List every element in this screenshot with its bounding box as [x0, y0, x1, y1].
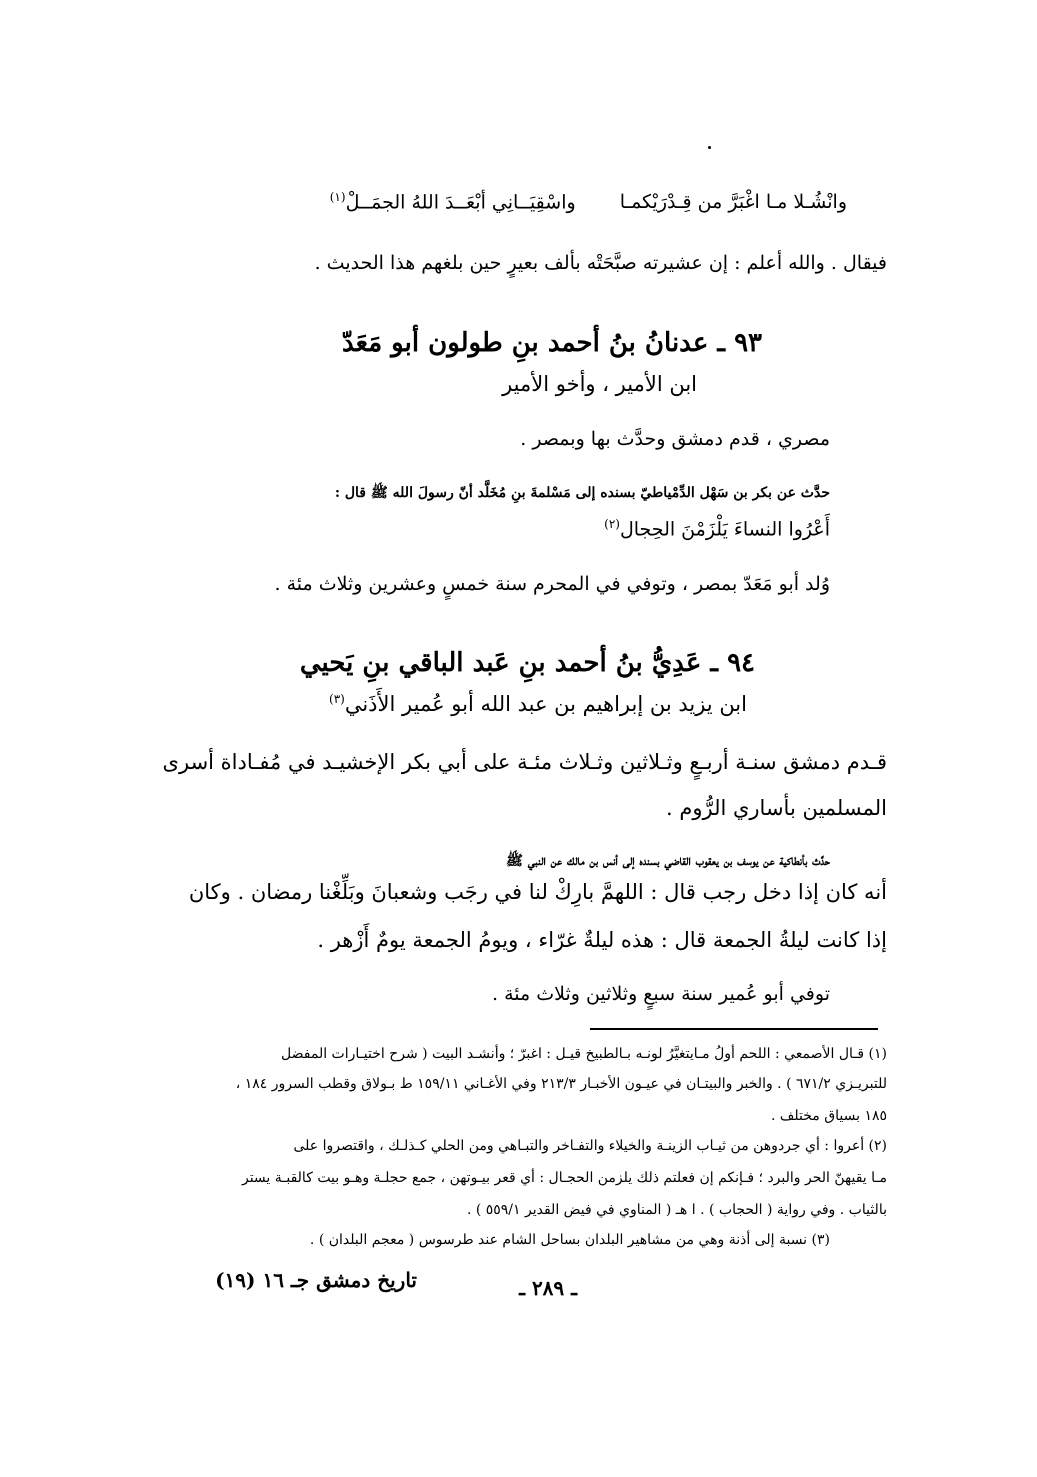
entry-93-death: وُلد أبو مَعَدّ بمصر ، وتوفي في المحرم سنة خمسٍ وعشرين وثلاث مئة .	[274, 573, 830, 595]
entry-94-title: ٩٤ ـ عَدِيُّ بنُ أحمد بنِ عَبد الباقي بنِ يَحيي	[299, 648, 755, 678]
footnote-1-line-1: (١) قـال الأصمعي : اللحم أولُ مـايتغيَّرُ لونـه بـالطبيخ قيـل : اغبرّ ؛ وأنشـد البيت ( شرح اختيـارات المفضل	[281, 1046, 887, 1062]
verse-footnote-marker: (١)	[329, 190, 346, 204]
hadith-footnote-marker: (٢)	[604, 517, 620, 531]
intro-line: فيقال . والله أعلم : إن عشيرته صبَّحَتْه بألف بعيرٍ حين بلغهم هذا الحديث .	[314, 252, 887, 274]
entry-94-death: توفي أبو عُمير سنة سبعٍ وثلاثين وثلاث مئة .	[492, 983, 830, 1005]
stray-dot	[708, 146, 711, 149]
verse-line	[330, 190, 847, 213]
subtitle-footnote-marker: (٣)	[329, 692, 345, 706]
hadith-text: أَعْرُوا النساءَ يَلْزَمْنَ الحِجال	[619, 518, 830, 541]
subtitle-text: ابن يزيد بن إبراهيم بن عبد الله أبو عُمير الأَذَني	[344, 692, 747, 716]
verse-hemistich-1: وانْشُـلا مـا اغْبَرَّ من قِـدْرَيْكمـا	[619, 191, 847, 214]
entry-93-isnad: حدَّث عن بكر بن سَهْل الدِّمْياطيّ بسنده إلى مَسْلمةَ بنِ مُخَلَّد أنّ رسولَ الله ﷺ قال :	[334, 485, 830, 501]
footnote-1-line-2: للتبريـزي ٦٧١/٢ ) . والخبر والبيتـان في عيـون الأخبـار ٢١٣/٣ وفي الأغـاني ١٥٩/١١ ط بـولاق وقطب السرور ١٨٤ ،	[235, 1076, 887, 1092]
footnote-2-line-2: مـا يقيهنّ الحر والبرد ؛ فـإنكم إن فعلتم ذلك يلزمن الحجـال : أي قعر بيـوتهن ، جمع حجلـة وهـو بيت كالقبـة يستر	[241, 1170, 887, 1186]
entry-93-subtitle: ابن الأمير ، وأخو الأمير	[502, 372, 697, 396]
footnote-3-line-1: (٣) نسبة إلى أذنة وهي من مشاهير البلدان بساحل الشام عند طرسوس ( معجم البلدان ) .	[309, 1232, 830, 1248]
footnote-2-line-3: بالثياب . وفي رواية ( الحجاب ) . ا هـ ( المناوي في فيض القدير ٥٥٩/١ ) .	[466, 1202, 887, 1218]
book-volume-footer: تاريخ دمشق جـ ١٦ (١٩)	[215, 1268, 417, 1292]
entry-94-isnad: حدَّث بأنطاكية عن يوسف بن يعقوب القاضي بسنده إلى أنس بن مالك عن النبي ﷺ	[505, 853, 830, 869]
entry-94-line-1: قـدم دمشق سنـة أربـعٍ وثـلاثين وثـلاث مئـة على أبي بكر الإخشيـد في مُفـاداة أسرى	[162, 750, 887, 774]
entry-93-title: ٩٣ ـ عدنانُ بنُ أحمد بنِ طولون أبو مَعَدّ	[342, 328, 762, 358]
entry-94-line-2: المسلمين بأساري الرُّوم .	[665, 796, 887, 820]
entry-93-origin: مصري ، قدم دمشق وحدَّث بها وبمصر .	[520, 428, 830, 450]
verse-hemistich-2: واسْقِيَــانِي أبْعَــدَ اللهُ الجمَــلْ	[345, 191, 576, 214]
footnote-2-line-1: (٢) أعروا : أي جردوهن من ثيـاب الزينـة والخيلاء والتفـاخر والتبـاهي ومن الحلي كـذلـك ، واقتصروا على	[293, 1138, 887, 1154]
entry-94-hadith-1: أنه كان إذا دخل رجب قال : اللهمَّ بارِكْ لنا في رجَب وشعبانَ وبَلِّغْنا رمضان . وكان	[188, 880, 887, 904]
footnote-divider	[590, 1028, 878, 1030]
page-number: ـ ٢٨٩ ـ	[519, 1276, 577, 1300]
entry-93-hadith	[604, 517, 830, 540]
entry-94-hadith-2: إذا كانت ليلةُ الجمعة قال : هذه ليلةٌ غرّاء ، ويومُ الجمعة يومٌ أَزْهر .	[317, 928, 887, 952]
footnote-1-line-3: ١٨٥ بسياق مختلف .	[771, 1108, 887, 1124]
entry-94-subtitle	[329, 692, 747, 716]
